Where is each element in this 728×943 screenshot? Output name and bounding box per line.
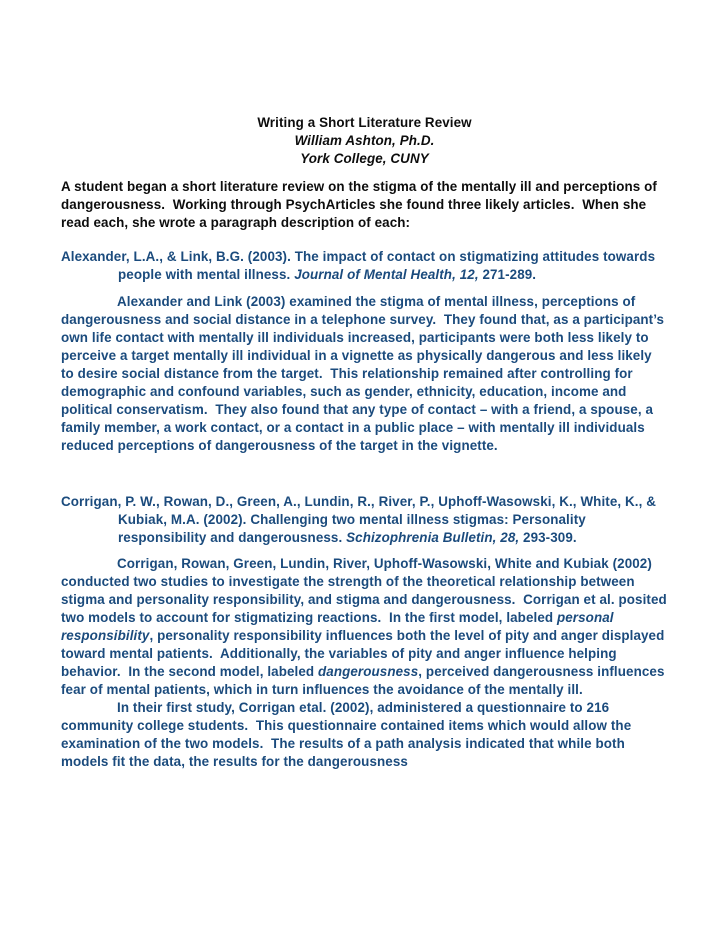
reference-entry-alexander: Alexander, L.A., & Link, B.G. (2003). The impact of contact on stigmatizing attitudes towards people with mental illness. Journal of Mental Health, 12, 271-289. (61, 249, 659, 282)
intro-paragraph: A student began a short literature review on the stigma of the mentally ill and perceptions of dangerousness. Working through PsychArticles she found three likely articles. When she read each, she wrote a paragraph description of each: (61, 179, 661, 230)
doc-title: Writing a Short Literature Review (257, 115, 472, 130)
review-paragraph-corrigan-models: Corrigan, Rowan, Green, Lundin, River, Uphoff-Wasowski, White and Kubiak (2002) conducted two studies to investigate the strength of the theoretical relationship between stigma and personality responsibility, and stigma and dangerousness. Corrigan et al. posited two models to account for stigmatizing reactions. In the first model, labeled personal responsibility, personality responsibility influences both the level of pity and anger displayed toward mental patients. Additionally, the variables of pity and anger influence helping behavior. In the second model, labeled dangerousness, perceived dangerousness influences fear of mental patients, which in turn influences the avoidance of the mentally ill. (61, 556, 671, 697)
review-paragraph-alexander: Alexander and Link (2003) examined the stigma of mental illness, perceptions of dangerousness and social distance in a telephone survey. They found that, as a participant’s own life contact with mentally ill individuals increased, participants were both less likely to perceive a target mentally ill individual in a vignette as physically dangerous and less likely to desire social distance from the target. This relationship remained after controlling for demographic and confound variables, such as gender, ethnicity, education, income and political conservatism. They also found that any type of contact – with a friend, a spouse, a family member, a work contact, or a contact in a public place – with mentally ill individuals reduced perceptions of dangerousness of the target in the vignette. (61, 294, 668, 453)
doc-institution: York College, CUNY (300, 151, 429, 166)
document-header (61, 114, 668, 168)
reference-entry-corrigan: Corrigan, P. W., Rowan, D., Green, A., Lundin, R., River, P., Uphoff-Wasowski, K., White, K., & Kubiak, M.A. (2002). Challenging two mental illness stigmas: Personality responsibility and dangerousness. Schizophrenia Bulletin, 28, 293-309. (61, 494, 660, 545)
review-paragraph-corrigan-study1: In their first study, Corrigan etal. (2002), administered a questionnaire to 216 community college students. This questionnaire contained items which would allow the examination of the two models. The results of a path analysis indicated that while both models fit the data, the results for the dangerousness (61, 700, 636, 769)
doc-author: William Ashton, Ph.D. (294, 133, 435, 148)
